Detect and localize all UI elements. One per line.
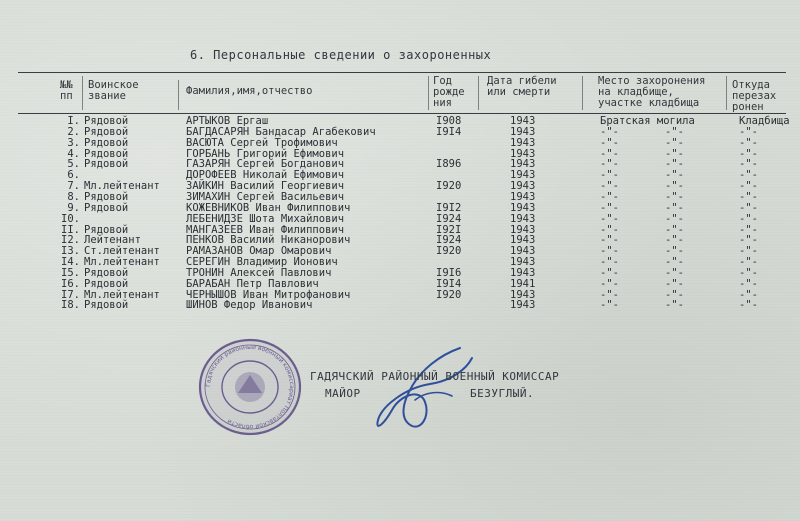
row-rank: Мл.лейтенант bbox=[84, 288, 160, 301]
row-death-year: 1943 bbox=[510, 256, 536, 269]
row-burial-section: -"- bbox=[665, 169, 684, 182]
stamp-text: Гадячский районный военный комиссариат Полтавской области bbox=[204, 343, 296, 431]
row-burial-place: -"- bbox=[600, 201, 619, 214]
row-name: ДОРОФЕЕВ Николай Ефимович bbox=[186, 169, 345, 182]
row-reburied-from: -"- bbox=[739, 288, 758, 301]
row-rank: Ст.лейтенант bbox=[84, 245, 160, 258]
row-name: ЗИМАХИН Сергей Васильевич bbox=[186, 190, 345, 203]
footer-surname: БЕЗУГЛЫЙ. bbox=[470, 387, 535, 400]
row-rank: Лейтенант bbox=[84, 234, 141, 247]
row-name: МАНГАЗЕЕВ Иван Филиппович bbox=[186, 223, 345, 236]
row-number: I. bbox=[67, 115, 80, 127]
row-number: I5. bbox=[61, 266, 80, 279]
row-burial-section: -"- bbox=[665, 158, 684, 171]
row-number: II. bbox=[61, 223, 80, 236]
row-number: 7. bbox=[67, 180, 80, 193]
row-number: I8. bbox=[61, 299, 80, 312]
row-death-year: 1943 bbox=[510, 136, 536, 149]
row-death-year: 1943 bbox=[510, 158, 536, 171]
header-separator bbox=[726, 76, 727, 110]
header-year: Год рожде ния bbox=[433, 75, 465, 109]
row-birth-year: I924 bbox=[436, 212, 462, 225]
row-burial-section: -"- bbox=[665, 180, 684, 193]
row-birth-year: I920 bbox=[436, 288, 462, 301]
row-name: РАМАЗАНОВ Омар Омарович bbox=[186, 245, 332, 258]
row-number: I0. bbox=[61, 212, 80, 225]
row-reburied-from: -"- bbox=[739, 147, 758, 160]
header-rank: Воинское звание bbox=[88, 79, 139, 102]
row-reburied-from: -"- bbox=[739, 158, 758, 171]
header-separator bbox=[582, 76, 583, 110]
row-burial-place: -"- bbox=[600, 190, 619, 203]
row-reburied-from: -"- bbox=[739, 256, 758, 269]
row-burial-section: -"- bbox=[665, 266, 684, 279]
row-reburied-from: -"- bbox=[739, 169, 758, 182]
row-birth-year: I92I bbox=[436, 223, 462, 236]
row-burial-place: -"- bbox=[600, 288, 619, 301]
row-burial-place: -"- bbox=[600, 125, 619, 138]
header-top-rule bbox=[18, 72, 786, 73]
row-number: 2. bbox=[67, 125, 80, 138]
footer-rank: МАЙОР bbox=[325, 387, 361, 400]
row-burial-section: -"- bbox=[665, 212, 684, 225]
row-burial-section: -"- bbox=[665, 288, 684, 301]
row-name: ТРОНИН Алексей Павлович bbox=[186, 266, 332, 279]
row-burial-section: -"- bbox=[665, 245, 684, 258]
row-death-year: 1943 bbox=[510, 169, 536, 182]
row-name: ВАСЮТА Сергей Трофимович bbox=[186, 136, 338, 149]
row-burial-place: -"- bbox=[600, 277, 619, 290]
row-number: 4. bbox=[67, 147, 80, 160]
row-burial-place: -"- bbox=[600, 180, 619, 193]
row-rank: Рядовой bbox=[84, 158, 129, 171]
row-name: БАГДАСАРЯН Бандасар Агабекович bbox=[186, 125, 376, 138]
row-name: ЛЕБЕНИДЗЕ Шота Михайлович bbox=[186, 212, 345, 225]
row-burial-place: Братская могила bbox=[600, 115, 695, 127]
row-birth-year: I9I4 bbox=[436, 125, 462, 138]
row-birth-year: I920 bbox=[436, 245, 462, 258]
row-death-year: 1943 bbox=[510, 180, 536, 193]
row-reburied-from: -"- bbox=[739, 234, 758, 247]
row-death-year: 1943 bbox=[510, 115, 536, 127]
row-death-year: 1943 bbox=[510, 245, 536, 258]
row-number: I4. bbox=[61, 256, 80, 269]
row-death-year: 1943 bbox=[510, 288, 536, 301]
row-burial-place: -"- bbox=[600, 223, 619, 236]
table-row bbox=[0, 214, 800, 225]
row-birth-year: I924 bbox=[436, 234, 462, 247]
row-death-year: 1943 bbox=[510, 234, 536, 247]
row-burial-place: -"- bbox=[600, 299, 619, 312]
row-reburied-from: -"- bbox=[739, 277, 758, 290]
header-bottom-rule bbox=[18, 113, 786, 114]
row-number: 6. bbox=[67, 169, 80, 182]
row-reburied-from: -"- bbox=[739, 136, 758, 149]
footer-commissar-title: ГАДЯЧСКИЙ РАЙОННЫЙ ВОЕННЫЙ КОМИССАР bbox=[310, 370, 560, 383]
row-name: АРТЫКОВ Ергаш bbox=[186, 115, 269, 127]
header-separator bbox=[428, 76, 429, 110]
row-death-year: 1943 bbox=[510, 147, 536, 160]
row-reburied-from: -"- bbox=[739, 245, 758, 258]
section-heading: 6. Персональные сведении о захороненных bbox=[190, 48, 492, 62]
row-birth-year: I9I2 bbox=[436, 201, 462, 214]
header-num: №№ пп bbox=[60, 79, 73, 102]
row-burial-section: -"- bbox=[665, 136, 684, 149]
row-rank: Мл.лейтенант bbox=[84, 256, 160, 269]
row-rank: Рядовой bbox=[84, 190, 129, 203]
row-death-year: 1943 bbox=[510, 299, 536, 312]
row-death-year: 1943 bbox=[510, 190, 536, 203]
header-name: Фамилия,имя,отчество bbox=[186, 85, 313, 97]
row-number: 9. bbox=[67, 201, 80, 214]
row-reburied-from: Кладбища bbox=[739, 115, 790, 127]
row-death-year: 1943 bbox=[510, 266, 536, 279]
row-death-year: 1943 bbox=[510, 223, 536, 236]
row-name: ЧЕРНЫШОВ Иван Митрофанович bbox=[186, 288, 351, 301]
header-separator bbox=[478, 76, 479, 110]
row-rank: Рядовой bbox=[84, 201, 129, 214]
row-name: КОЖЕВНИКОВ Иван Филиппович bbox=[186, 201, 351, 214]
row-burial-section: -"- bbox=[665, 223, 684, 236]
header-separator bbox=[82, 76, 83, 110]
row-number: 3. bbox=[67, 136, 80, 149]
row-number: I7. bbox=[61, 288, 80, 301]
row-name: ГОРБАНЬ Григорий Ефимович bbox=[186, 147, 345, 160]
row-death-year: 1943 bbox=[510, 201, 536, 214]
row-burial-section: -"- bbox=[665, 190, 684, 203]
row-burial-place: -"- bbox=[600, 158, 619, 171]
row-name: ШИНОВ Федор Иванович bbox=[186, 299, 313, 312]
row-name: ПЕНКОВ Василий Никанорович bbox=[186, 234, 351, 247]
row-burial-place: -"- bbox=[600, 266, 619, 279]
row-burial-section: -"- bbox=[665, 201, 684, 214]
row-death-year: 1941 bbox=[510, 277, 536, 290]
row-reburied-from: -"- bbox=[739, 190, 758, 203]
row-burial-section: -"- bbox=[665, 256, 684, 269]
row-burial-section: -"- bbox=[665, 277, 684, 290]
row-number: I3. bbox=[61, 245, 80, 258]
row-burial-section: -"- bbox=[665, 147, 684, 160]
table-row bbox=[0, 300, 800, 311]
row-birth-year: I9I4 bbox=[436, 277, 462, 290]
row-death-year: 1943 bbox=[510, 125, 536, 138]
row-burial-place: -"- bbox=[600, 234, 619, 247]
row-rank: Рядовой bbox=[84, 125, 129, 138]
row-number: 8. bbox=[67, 190, 80, 203]
row-birth-year: I896 bbox=[436, 158, 462, 171]
row-number: I2. bbox=[61, 234, 80, 247]
row-birth-year: I920 bbox=[436, 180, 462, 193]
row-reburied-from: -"- bbox=[739, 266, 758, 279]
row-number: I6. bbox=[61, 277, 80, 290]
header-separator bbox=[178, 80, 179, 110]
row-rank: Рядовой bbox=[84, 266, 129, 279]
row-reburied-from: -"- bbox=[739, 125, 758, 138]
header-from: Откуда перезах ронен bbox=[732, 79, 777, 113]
row-burial-place: -"- bbox=[600, 245, 619, 258]
row-birth-year: I908 bbox=[436, 115, 462, 127]
row-death-year: 1943 bbox=[510, 212, 536, 225]
row-reburied-from: -"- bbox=[739, 299, 758, 312]
row-name: ЗАЙКИН Василий Георгиевич bbox=[186, 180, 345, 193]
row-burial-section: -"- bbox=[665, 234, 684, 247]
row-reburied-from: -"- bbox=[739, 223, 758, 236]
row-reburied-from: -"- bbox=[739, 180, 758, 193]
row-birth-year: I9I6 bbox=[436, 266, 462, 279]
row-rank: Рядовой bbox=[84, 299, 129, 312]
row-burial-place: -"- bbox=[600, 169, 619, 182]
row-name: ГАЗАРЯН Сергей Богданович bbox=[186, 158, 345, 171]
row-burial-place: -"- bbox=[600, 256, 619, 269]
row-burial-place: -"- bbox=[600, 147, 619, 160]
row-name: СЕРЕГИН Владимир Ионович bbox=[186, 256, 338, 269]
row-rank: Рядовой bbox=[84, 147, 129, 160]
row-burial-place: -"- bbox=[600, 212, 619, 225]
header-place: Место захоронения на кладбище, участке кладбища bbox=[598, 75, 706, 109]
row-rank: Рядовой bbox=[84, 223, 129, 236]
commissar-signature bbox=[370, 340, 480, 435]
row-burial-section: -"- bbox=[665, 299, 684, 312]
row-burial-section: -"- bbox=[665, 125, 684, 138]
official-stamp bbox=[195, 337, 305, 437]
row-rank: Рядовой bbox=[84, 277, 129, 290]
row-reburied-from: -"- bbox=[739, 201, 758, 214]
row-reburied-from: -"- bbox=[739, 212, 758, 225]
row-burial-place: -"- bbox=[600, 136, 619, 149]
row-number: 5. bbox=[67, 158, 80, 171]
row-rank: Рядовой bbox=[84, 136, 129, 149]
row-name: БАРАБАН Петр Павлович bbox=[186, 277, 319, 290]
row-rank: Мл.лейтенант bbox=[84, 180, 160, 193]
header-date: Дата гибели или смерти bbox=[487, 75, 557, 98]
row-rank: Рядовой bbox=[84, 115, 129, 127]
